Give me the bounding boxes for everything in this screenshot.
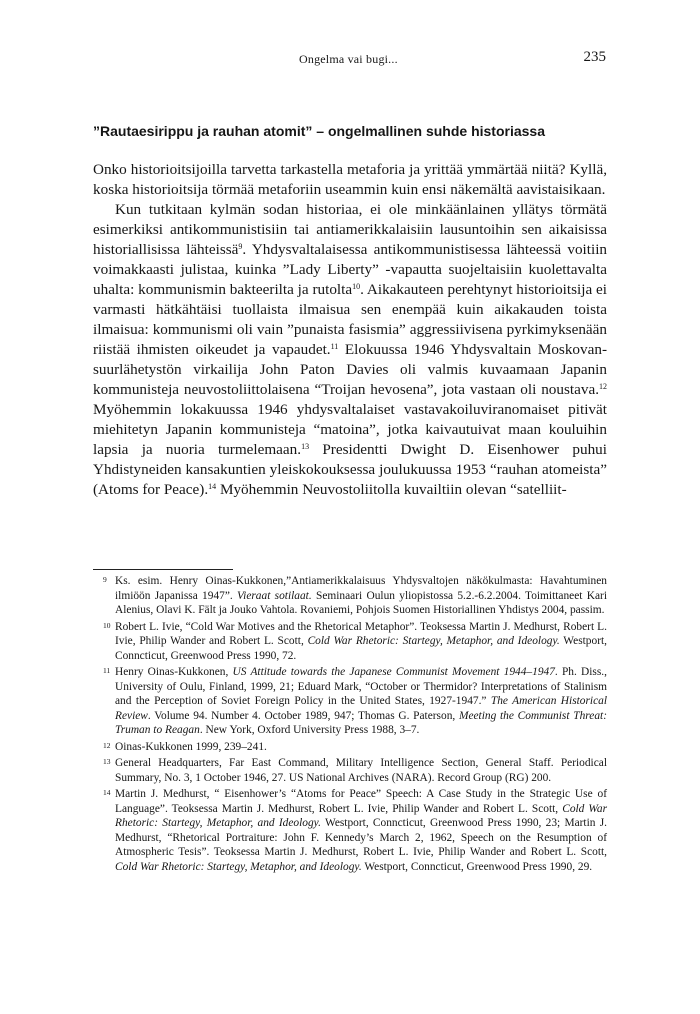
footnote-ref-14[interactable]: 14 [208, 482, 217, 491]
footnote-divider [93, 569, 233, 570]
paragraph-text: . Yhdysvaltalaisessa antikommunistisessa lähteessä voitiin voimakkaasti julistaa, kuinka ”Lady Liberty” -vapautta suojeltaisiin kuolettavalta uhalta: kommunismin bakteerilta ja rutolta [93, 241, 608, 298]
footnote-title: US Attitude towards the Japanese Communist Movement 1944–1947 [232, 666, 555, 678]
footnotes [93, 574, 607, 874]
footnote-14 [93, 787, 607, 874]
paragraph-text: Kun tutkitaan kylmän sodan historiaa, ei ole minkäänlainen yllätys törmätä esimerkiksi antikommunistisiin tai antiamerikkalaisiin lausuntoihin sen aikaisissa historiallisissa lähteissä [93, 201, 607, 258]
paragraph-text: Myöhemmin lokakuussa 1946 yhdysvaltalaiset vastavakoiluviranomaiset pitivät miehitetyn Japanin kommunisteja “matoina”, jotka kaivautuivat maan kouluihin lapsia ja nuoria turmelemaan. [93, 401, 607, 458]
footnote-text: Westport, Conncticut, Greenwood Press 1990, 72. [115, 635, 607, 662]
footnote-number: 9 [103, 575, 107, 584]
footnote-text: Martin J. Medhurst, “ Eisenhower’s “Atoms for Peace” Speech: A Case Study in the Strategic Use of Language”. Teoksessa Martin J. Medhurst, Robert L. Ivie, Philip Wander and Robert L. Scott, [115, 788, 607, 815]
footnote-text: Henry Oinas-Kukkonen, [115, 666, 233, 678]
footnote-text: Robert L. Ivie, “Cold War Motives and the Rhetorical Metaphor”. Teoksessa Martin J. Medhurst, Robert L. Ivie, Philip Wander and Robert L. Scott, [115, 620, 607, 647]
running-head: Ongelma vai bugi... [299, 52, 398, 66]
footnote-number: 11 [103, 666, 111, 675]
footnote-title: The American Historical Review [115, 695, 607, 722]
page-header [0, 49, 700, 69]
footnote-ref-9[interactable]: 9 [238, 242, 243, 251]
paragraph-text: Elokuussa 1946 Yhdysvaltain Moskovan-suurlähetystön virkailija John Paton Davies oli valmis kuvaamaan Japanin kommunisteja neuvostoliittolaisena “Troijan hevosena”, jota vastaan oli noustava. [93, 341, 607, 398]
paragraph-text: Myöhemmin Neuvostoliitolla kuvailtiin olevan “satelliit- [216, 481, 567, 498]
footnote-title: Cold War Rhetoric: Startegy, Metaphor, and Ideology. [307, 635, 560, 647]
footnote-ref-12[interactable]: 12 [599, 382, 607, 391]
footnote-number: 14 [103, 788, 111, 797]
footnote-ref-13[interactable]: 13 [301, 442, 310, 451]
footnote-9 [93, 574, 607, 618]
footnote-text: Ks. esim. Henry Oinas-Kukkonen,”Antiamerikkalaisuus Yhdysvaltojen näkökulmasta: Havahtuminen ilmiöön Japanissa 1947”. [115, 575, 607, 602]
footnote-text: . New York, Oxford University Press 1988, 3–7. [199, 724, 420, 736]
page-number: 235 [583, 49, 606, 65]
paragraph-2 [93, 200, 607, 500]
footnote-text: Seminaari Oulun yliopistossa 5.2.-6.2.2004. Toimittaneet Kari Alenius, Olavi K. Fält ja Jouko Vahtola. Rovaniemi, Pohjois Suomen Historiallinen Yhdistys 2004, passim. [115, 589, 607, 616]
footnote-title: Cold War Rhetoric: Startegy, Metaphor, and Ideology. [115, 860, 362, 873]
footnote-10 [93, 620, 607, 664]
footnote-text: Oinas-Kukkonen 1999, 239–241. [115, 740, 267, 753]
paragraph-text: Presidentti Dwight D. Eisenhower puhui Yhdistyneiden kansakuntien yleiskokouksessa joulukuussa 1953 “rauhan atomeista” (Atoms for Peace). [93, 441, 607, 498]
footnote-12 [93, 740, 607, 755]
footnote-ref-11[interactable]: 11 [330, 342, 339, 351]
footnote-number: 13 [103, 757, 111, 766]
footnote-ref-10[interactable]: 10 [352, 282, 361, 291]
footnote-text: . Ph. Diss., University of Oulu, Finland, 1999, 21; Eduard Mark, “October or Thermidor? Interpretations of Stalinism and the Perception of Soviet Foreign Policy in the United States, 1927-1947.” [115, 666, 607, 707]
section-title: ”Rautaesirippu ja rauhan atomit” – ongelmallinen suhde historiassa [93, 123, 545, 139]
footnote-13 [93, 756, 607, 785]
footnote-number: 12 [103, 740, 111, 750]
footnote-text: General Headquarters, Far East Command, Military Intelligence Section, General Staff. Periodical Summary, No. 3, 1 October 1946, 27. US National Archives (NARA). Record Group (RG) 200. [115, 757, 607, 784]
paragraph-1: Onko historioitsijoilla tarvetta tarkastella metaforia ja yrittää ymmärtää niitä? Kyllä, koska historioitsija törmää metaforiin useammin kuin ensi näkemältä aavistaisikaan. [93, 161, 607, 198]
footnote-text: Westport, Conncticut, Greenwood Press 1990, 23; Martin J. Medhurst, “Rhetorical Portraiture: John F. Kennedy’s March 2, 1962, Speech on the Resumption of Atmospheric Tesis”. Teoksessa Martin J. Medhurst, Robert L. Ivie, Philip Wander and Robert L. Scott, [115, 817, 608, 858]
footnote-title: Cold War Rhetoric: Startegy, Metaphor, and Ideology. [115, 802, 607, 829]
paragraph-text: . Aikakauteen perehtynyt historioitsija ei varmasti hätkähtäisi tuollaista ilmaisua sen enempää kuin aikakauden toista ilmaisua: kommunismi oli vain ”punaista fasismia” aggressiivisena pyrkimyksenään riistää ihmisten oikeudet ja vapaudet. [93, 281, 607, 358]
body-text [93, 160, 607, 500]
footnote-title: Vieraat sotilaat. [237, 589, 312, 602]
footnote-text: . Volume 94. Number 4. October 1989, 947; Thomas G. Paterson, [147, 709, 459, 722]
footnote-11 [93, 665, 607, 738]
footnote-text: Westport, Conncticut, Greenwood Press 1990, 29. [361, 860, 593, 873]
footnote-title: Meeting the Communist Threat: Truman to Reagan [115, 709, 607, 736]
footnote-number: 10 [103, 620, 111, 630]
